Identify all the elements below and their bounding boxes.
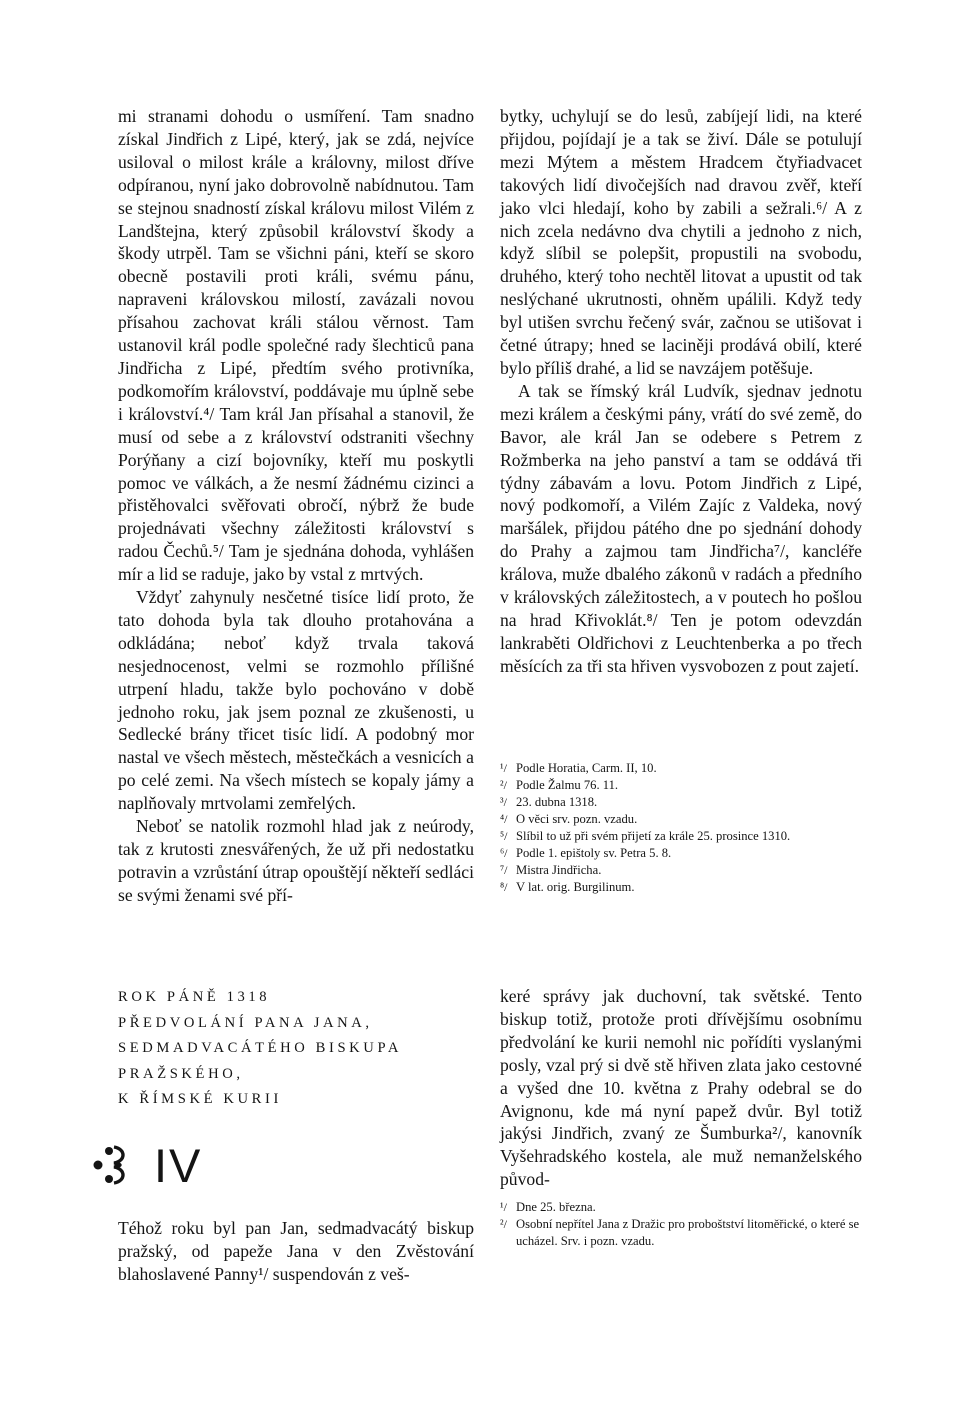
footnote-mark: ⁶/ bbox=[500, 846, 508, 860]
footnote-text: Dne 25. března. bbox=[516, 1200, 596, 1214]
lower-footnotes bbox=[500, 1199, 862, 1250]
fleuron-ornament-icon bbox=[92, 1140, 132, 1190]
footnote bbox=[500, 777, 862, 794]
footnote bbox=[500, 828, 862, 845]
footnote-text: O věci srv. pozn. vzadu. bbox=[516, 812, 638, 826]
footnote-text: V lat. orig. Burgilinum. bbox=[516, 880, 635, 894]
footnote-mark: ²/ bbox=[500, 1217, 507, 1231]
lower-left-column bbox=[118, 1217, 474, 1286]
footnote-mark: ⁵/ bbox=[500, 829, 508, 843]
footnote bbox=[500, 862, 862, 879]
paragraph: bytky, uchylují se do lesů, zabíjejí lidi, na které přijdou, pojídají je a tak se živí. Dále se potulují mezi Mýtem a městem Hradcem čtyřiadvacet takových lidí divočejších nad dravou zvěř, kteří jako vlci hledají, koho by zabili a sežrali.⁶/ A z nich zcela nedávno dva chytili a jednoho z nich, když slíbil se polepšit, propustili na svobodu, druhého, který toho nechtěl litovat a upustit od tak neslýchané ukrutnosti, ohněm upálili. Když tedy byl utišen svrchu řečený svár, začnou se utišovat i četné útrapy; hned se laciněji prodává obilí, které bylo příliš drahé, a lid se navzájem potěšuje. bbox=[500, 106, 862, 378]
chapter-number: IV bbox=[154, 1138, 203, 1192]
paragraph: A tak se římský král Ludvík, sjednav jednotu mezi králem a českými pány, vrátí do své země, do Bavor, ale král Jan se odebere s Petrem z Rožmberka na jeho panství a tam se oddává tři týdny zábavám a lovu. Potom Jindřich z Lipé, nový podkomoří, a Vilém Zajíc z Valdeka, nový maršálek, přijdou pátého dne po sjednání dohody do Prahy a zajmou tam Jindřicha⁷/, kancléře králova, muže dbalého zákonů v radách a předního v královských záležitostech, a v poutech ho pošlou na hrad Křivoklát.⁸/ Ten je potom odevzdán lankraběti Oldřichovi z Leuchtenberka a po třech měsících za tři sta hřiven vysvobozen z pout zajetí. bbox=[500, 380, 862, 676]
footnote-mark: ⁸/ bbox=[500, 880, 508, 894]
paragraph: Vždyť zahynuly nesčetné tisíce lidí proto, že tato dohoda byla tak dlouho protahována a odkládána; neboť když trvala taková nesjednocenost, velmi se rozmohlo přílišné utrpení hladu, takže bylo pochováno v době jednoho roku, jak jsem poznal ze zkušenosti, u Sedlecké brány třicet tisíc lidí. A podobný mor nastal ve všech městech, městečkách a vesnicích a po celé zemi. Na všech místech se kopaly jámy a naplňovaly mrtvolami zemřelých. bbox=[118, 587, 474, 814]
footnote-text: Podle Žalmu 76. 11. bbox=[516, 778, 619, 792]
footnote-text: Slíbil to už při svém přijetí za krále 25. prosince 1310. bbox=[516, 829, 791, 843]
footnote bbox=[500, 1216, 862, 1250]
footnote-mark: ¹/ bbox=[500, 1200, 507, 1214]
paragraph: Téhož roku byl pan Jan, sedmadvacátý biskup pražský, od papeže Jana v den Zvěstování blahoslavené Panny¹/ suspendován z veš- bbox=[118, 1218, 474, 1284]
footnote-mark: ³/ bbox=[500, 795, 507, 809]
heading-line: PŘEDVOLÁNÍ PANA JANA, bbox=[118, 1014, 373, 1031]
footnote-mark: ¹/ bbox=[500, 761, 507, 775]
footnote bbox=[500, 845, 862, 862]
footnote-mark: ²/ bbox=[500, 778, 507, 792]
footnote-mark: ⁷/ bbox=[500, 863, 508, 877]
heading-line: PRAŽSKÉHO, bbox=[118, 1065, 244, 1082]
footnote bbox=[500, 1199, 862, 1216]
upper-footnotes bbox=[500, 760, 862, 896]
footnote-text: Mistra Jindřicha. bbox=[516, 863, 602, 877]
footnote bbox=[500, 794, 862, 811]
footnote bbox=[500, 760, 862, 777]
footnote-text: Podle Horatia, Carm. II, 10. bbox=[516, 761, 657, 775]
footnote-mark: ⁴/ bbox=[500, 812, 508, 826]
footnote-text: Osobní nepřítel Jana z Dražic pro proboštství litoměřické, o které se ucházel. Srv. i pozn. vzadu. bbox=[516, 1217, 860, 1248]
paragraph: keré správy jak duchovní, tak světské. Tento biskup totiž, protože proti dřívějšímu osobnímu předvolání ke kurii nemohl nic pořídíti vyslanými posly, vzal prý si dvě stě hřiven zlata jako cestovné a vyšed dne 10. května z Prahy odebral se do Avignonu, kde má nyní papež dvůr. Byl totiž jakýsi Jindřich, zvaný ze Šumburka²/, kanovník Vyšehradského kostela, ale muž nemanželského původ- bbox=[500, 986, 862, 1190]
paragraph: Neboť se natolik rozmohl hlad jak z neúrody, tak z krutosti znesvářených, že už při nedostatku potravin a vzrůstání útrap opouštějí někteří sedláci se svými ženami své pří- bbox=[118, 816, 474, 905]
upper-left-column bbox=[118, 105, 474, 907]
footnote bbox=[500, 811, 862, 828]
chapter-number-block bbox=[92, 1135, 202, 1195]
footnote-text: Podle 1. epištoly sv. Petra 5. 8. bbox=[516, 846, 672, 860]
lower-right-column bbox=[500, 985, 862, 1191]
heading-line: ROK PÁNĚ 1318 bbox=[118, 989, 271, 1005]
upper-right-column bbox=[500, 105, 862, 678]
heading-line: SEDMADVACÁTÉHO BISKUPA bbox=[118, 1040, 402, 1056]
heading-line: K ŘÍMSKÉ KURII bbox=[118, 1091, 282, 1107]
upper-right-text bbox=[500, 105, 862, 678]
paragraph: mi stranami dohodu o usmíření. Tam snadno získal Jindřich z Lipé, který, jak se zdá, nejvíce usiloval o milost krále a královny, milost dříve odpíranou, nyní jako dobrovolně nabídnutou. Tam se stejnou snadností získal královu milost Vilém z Landštejna, který způsobil království škody a škody utrpěl. Tam se všichni páni, kteří se skoro obecně postavili proti králi, svému pánu, napraveni královskou milostí, zavázali novou přísahou zachovat králi stálou věrnost. Tam ustanovil král podle společné rady šlechticů pana Jindřicha z Lipé, předtím svého protivníka, podkomořím království, poddávaje mu úplně sebe i království.⁴/ Tam král Jan přísahal a stanovil, že musí od sebe a z království odstraniti všechny Porýňany a cizí bojovníky, kteří mu poskytli pomoc ve válkách, a že nesmí žádnému cizinci a přistěhovalci svěřovati obročí, nýbrž že bude projednávati všechny záležitosti království s radou Čechů.⁵/ Tam je sjednána dohoda, vyhlášen mír a lid se raduje, jako by vstal z mrtvých. bbox=[118, 106, 474, 585]
footnote bbox=[500, 879, 862, 896]
footnote-text: 23. dubna 1318. bbox=[516, 795, 598, 809]
chapter-heading bbox=[118, 985, 488, 1113]
